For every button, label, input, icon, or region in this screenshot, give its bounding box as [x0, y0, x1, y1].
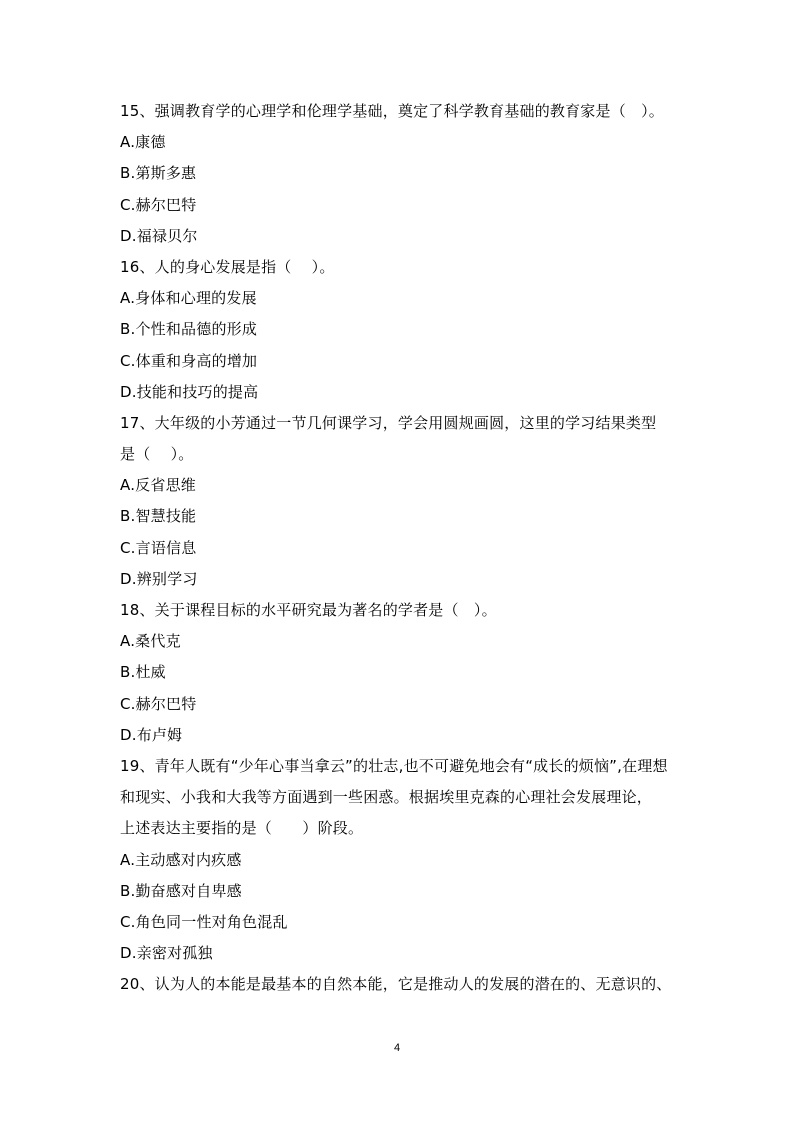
option-d: D.技能和技巧的提高 [120, 382, 259, 401]
option-b: B.杜威 [120, 663, 166, 682]
question-17 [120, 408, 680, 595]
question-stem: 20、认为人的本能是最基本的自然本能，它是推动人的发展的潜在的、无意识的、 [120, 975, 672, 994]
question-19 [120, 751, 680, 969]
option-a: A.桑代克 [120, 632, 181, 651]
question-list [120, 96, 680, 1000]
option-d: D.布卢姆 [120, 725, 183, 744]
option-a: A.身体和心理的发展 [120, 289, 257, 308]
option-b: B.个性和品德的形成 [120, 320, 258, 339]
question-stem-continued: 上述表达主要指的是（ ）阶段。 [120, 819, 364, 838]
question-stem-continued: 是（ ）。 [120, 445, 194, 464]
question-15 [120, 96, 680, 252]
option-d: D.辨别学习 [120, 569, 198, 588]
option-a: A.康德 [120, 133, 166, 152]
question-stem-continued: 和现实、小我和大我等方面遇到一些困惑。根据埃里克森的心理社会发展理论， [120, 788, 653, 807]
option-c: C.体重和身高的增加 [120, 351, 258, 370]
question-stem: 15、强调教育学的心理学和伦理学基础，奠定了科学教育基础的教育家是（ ）。 [120, 102, 664, 120]
option-c: C.言语信息 [120, 538, 197, 557]
option-b: B.勤奋感对自卑感 [120, 881, 242, 900]
option-c: C.角色同一性对角色混乱 [120, 912, 288, 931]
option-a: A.反省思维 [120, 476, 196, 495]
option-b: B.智慧技能 [120, 507, 197, 526]
question-stem: 17、大年级的小芳通过一节几何课学习，学会用圆规画圆，这里的学习结果类型 [120, 413, 657, 432]
question-16 [120, 252, 680, 408]
option-c: C.赫尔巴特 [120, 195, 197, 214]
question-20 [120, 969, 680, 1000]
option-d: D.福禄贝尔 [120, 226, 198, 245]
option-a: A.主动感对内疚感 [120, 850, 242, 869]
question-stem: 19、青年人既有“少年心事当拿云”的壮志,也不可避免地会有“成长的烦恼”,在理想 [120, 756, 668, 775]
option-c: C.赫尔巴特 [120, 694, 197, 713]
question-18 [120, 595, 680, 751]
question-stem: 16、人的身心发展是指（ ）。 [120, 257, 335, 276]
question-stem: 18、关于课程目标的水平研究最为著名的学者是（ ）。 [120, 601, 497, 619]
page-number: 4 [393, 1042, 401, 1054]
option-b: B.第斯多惠 [120, 164, 197, 183]
option-d: D.亲密对孤独 [120, 944, 213, 963]
